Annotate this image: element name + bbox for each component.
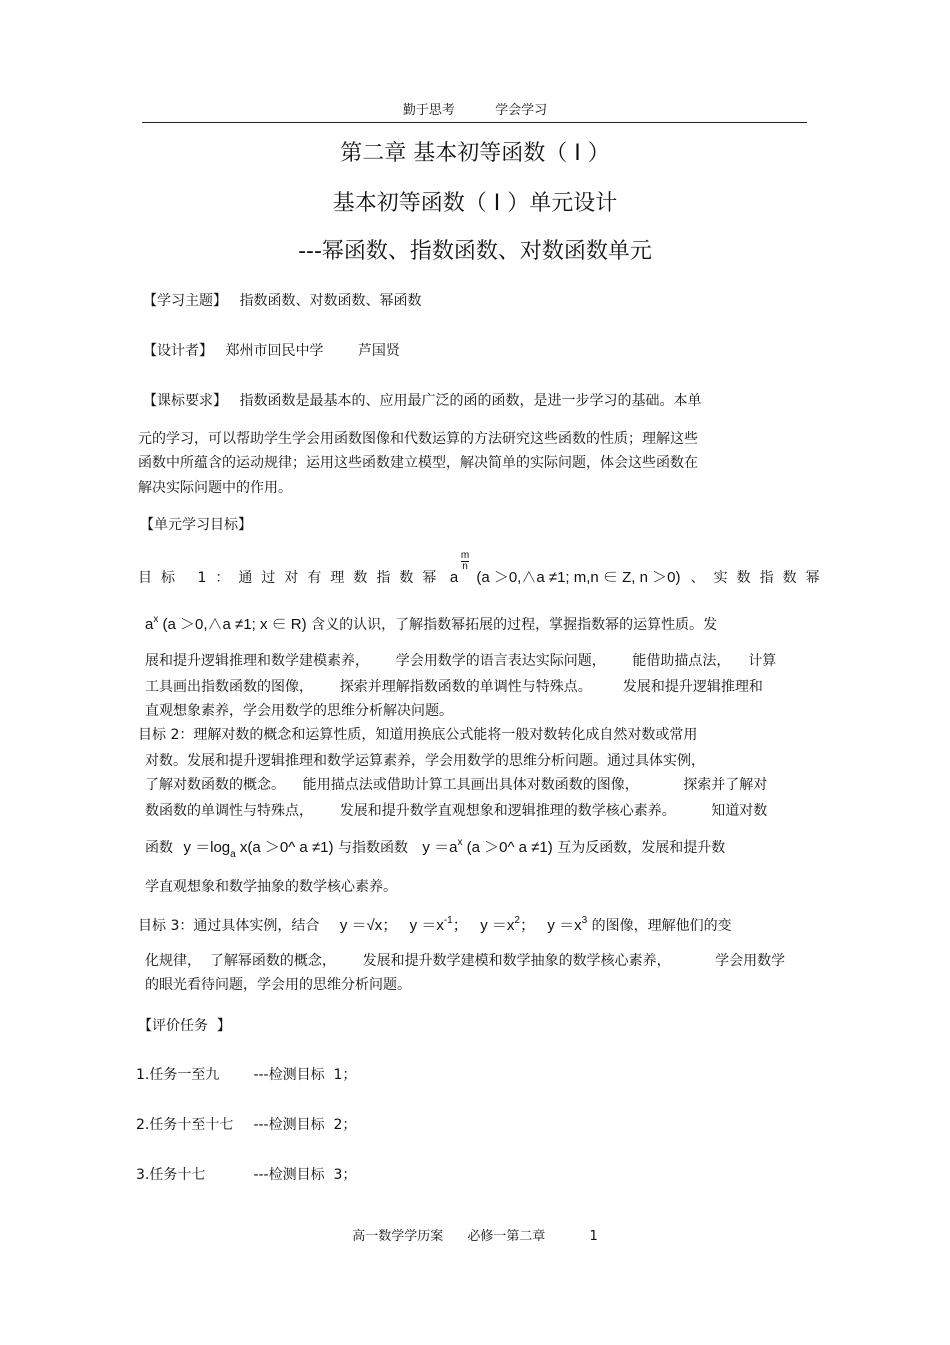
cube-function-math: $y =x^3$: [547, 915, 588, 934]
exp-function-math: $y =a^x$ (a ＞0^ a ≠1): [422, 837, 553, 856]
goal2-line4: 数函数的单调性与特殊点， 发展和提升数学直观想象和逻辑推理的数学核心素养。 知道对数: [145, 803, 768, 819]
designer-label: 【设计者】: [143, 343, 213, 359]
theme-text: 指数函数、对数函数、幂函数: [239, 293, 422, 309]
sqrt-function-math: y ＝√x；: [339, 917, 398, 934]
goal3-line2: 化规律， 了解幂函数的概念， 发展和提升数学建模和数学抽象的数学核心素养， 学会用数学: [145, 953, 786, 969]
footer-left: 高一数学学历案: [352, 1229, 444, 1244]
task-row: [136, 1114, 356, 1134]
goal1-line2: [145, 613, 717, 634]
unit-title: 基本初等函数（ Ⅰ ）单元设计: [332, 191, 618, 216]
task-name: 1.任务一至九: [136, 1067, 220, 1083]
theme-label: 【学习主题】: [143, 293, 227, 309]
goal1-line2-text: 含义的认识，了解指数幂拓展的过程，掌握指数幂的运算性质。发: [311, 617, 718, 633]
unit-subtitle: ---幂函数、指数函数、对数函数单元: [298, 239, 652, 264]
curriculum-line2: 元的学习，可以帮助学生学会用函数图像和代数运算的方法研究这些函数的性质；理解这些: [138, 431, 698, 447]
goal3-text-b: 的图像，理解他们的变: [591, 918, 732, 934]
curriculum-line1: 指数函数是最基本的、应用最广泛的函的函数，是进一步学习的基础。本单: [239, 393, 702, 409]
task-target: ---检测目标 1；: [253, 1067, 357, 1083]
designer-row: [143, 340, 400, 360]
page-header: [0, 99, 950, 118]
goal3-line3: 的眼光看待问题，学会用的思维分析问题。: [145, 977, 411, 993]
designer-school: 郑州市回民中学: [225, 343, 324, 359]
header-rule: [142, 122, 807, 123]
goal1-line3: 展和提升逻辑推理和数学建模素养， 学会用数学的语言表达实际问题， 能借助描点法， 计算: [145, 653, 777, 669]
goal1-line1: [138, 550, 829, 587]
goal2-text-b: 与指数函数: [337, 840, 408, 856]
page-footer: [0, 1225, 950, 1244]
curriculum-line4: 解决实际问题中的作用。: [138, 480, 292, 496]
goal3-line1: [138, 914, 732, 935]
goal2-line5: [145, 836, 726, 860]
task-row: [136, 1164, 356, 1184]
goal1-line5: 直观想象素养，学会用数学的思维分析解决问题。: [145, 703, 453, 719]
curriculum-line3: 函数中所蕴含的运动规律；运用这些函数建立模型，解决简单的实际问题，体会这些函数在: [138, 455, 698, 471]
goal1-prefix: 目标 1：通过对有理数指数幂: [138, 570, 446, 586]
chapter-title: 第二章 基本初等函数（ Ⅰ ）: [340, 141, 610, 166]
task-name: 2.任务十至十七: [136, 1117, 234, 1133]
goal2-text-c: 互为反函数，发展和提升数: [557, 840, 726, 856]
goal1-real-power-math: $a^x$ (a ＞0,∧a ≠1; x ∈ R): [145, 614, 307, 633]
unit-goals-label: 【单元学习目标】: [140, 517, 252, 533]
curriculum-label: 【课标要求】: [143, 393, 227, 409]
goal2-line6: 学直观想象和数学抽象的数学核心素养。: [145, 879, 397, 895]
page-number: 1: [589, 1229, 598, 1244]
reciprocal-function-math: $y =x^{-1}$；: [409, 915, 468, 934]
evaluation-label: 【评价任务 】: [138, 1018, 231, 1034]
square-function-math: $y =x^2$；: [480, 915, 535, 934]
curriculum-row: [143, 390, 701, 410]
task-row: [136, 1064, 356, 1084]
goal1-power-math: a m n (a ＞0,∧a ≠1; m,n ∈ Z, n ＞0): [449, 550, 681, 586]
goal2-line1: 目标 2：理解对数的概念和运算性质，知道用换底公式能将一般对数转化成自然对数或常用: [138, 727, 698, 743]
goal3-text-a: 目标 3：通过具体实例，结合: [138, 918, 320, 934]
header-right: 学会学习: [495, 103, 548, 118]
goal1-line4: 工具画出指数函数的图像， 探索并理解指数函数的单调性与特殊点。 发展和提升逻辑推理和: [145, 679, 763, 695]
task-target: ---检测目标 2；: [253, 1117, 357, 1133]
task-target: ---检测目标 3；: [253, 1167, 357, 1183]
log-function-math: $y =\log_a$ x(a ＞0^ a ≠1): [183, 839, 334, 860]
goal2-text-a: 函数: [145, 840, 173, 856]
theme-row: [143, 290, 421, 310]
designer-name: 芦国贤: [357, 343, 400, 359]
goal1-suffix: 、实数指数幂: [690, 570, 829, 586]
footer-middle: 必修一第二章: [467, 1229, 546, 1244]
goal2-line3: 了解对数函数的概念。 能用描点法或借助计算工具画出具体对数函数的图像， 探索并了解对: [145, 777, 768, 793]
task-name: 3.任务十七: [136, 1167, 206, 1183]
header-left: 勤于思考: [402, 103, 455, 118]
goal2-line2: 对数。发展和提升逻辑推理和数学运算素养，学会用数学的思维分析问题。通过具体实例，: [145, 753, 705, 769]
